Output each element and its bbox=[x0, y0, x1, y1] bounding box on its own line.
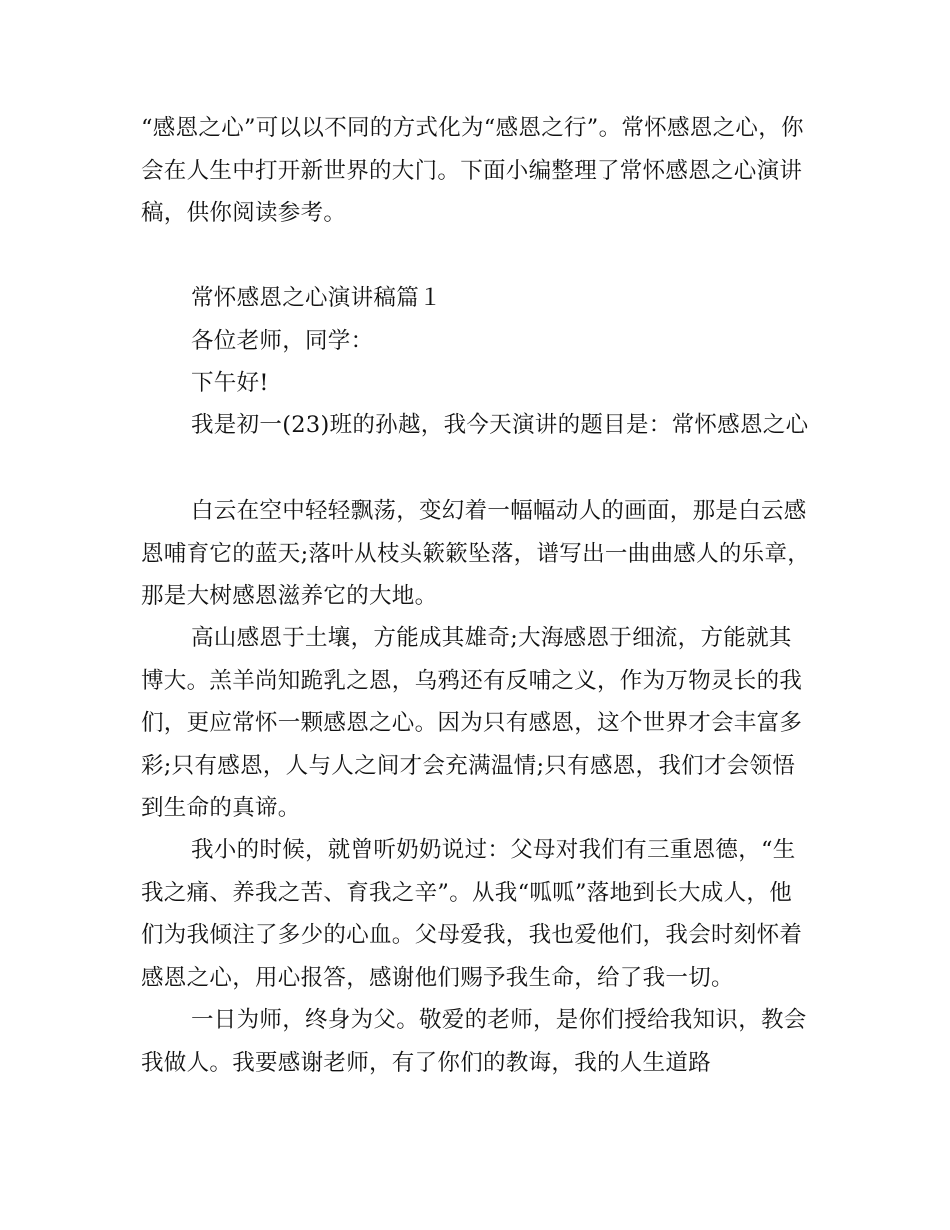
body-paragraph: 高山感恩于土壤，方能成其雄奇;大海感恩于细流，方能就其博大。羔羊尚知跪乳之恩，乌鸦还有反哺之义，作为万物灵长的我们，更应常怀一颗感恩之心。因为只有感恩，这个世界才会丰富多彩;只有感恩，人与人之间才会充满温情;只有感恩，我们才会领悟到生命的真谛。 bbox=[141, 625, 803, 821]
salutation: 各位老师，同学： bbox=[191, 328, 374, 354]
body-paragraph: 一日为师，终身为父。敬爱的老师，是你们授给我知识，教会我做人。我要感谢老师，有了你们的教诲，我的人生道路 bbox=[141, 1007, 807, 1076]
body-paragraph: 我是初一(23)班的孙越，我今天演讲的题目是：常怀感恩之心 bbox=[191, 412, 809, 438]
body-paragraph: 我小的时候，就曾听奶奶说过：父母对我们有三重恩德，“生我之痛、养我之苦、育我之辛”。从我“呱呱”落地到长大成人，他们为我倾注了多少的心血。父母爱我，我也爱他们，我会时刻怀着感恩之心，用心报答，感谢他们赐予我生命，给了我一切。 bbox=[141, 837, 803, 991]
section-title: 常怀感恩之心演讲稿篇１ bbox=[191, 285, 442, 311]
greeting: 下午好! bbox=[191, 370, 269, 396]
body-paragraph: 白云在空中轻轻飘荡，变幻着一幅幅动人的画面，那是白云感恩哺育它的蓝天;落叶从枝头簌簌坠落，谱写出一曲曲感人的乐章，那是大树感恩滋养它的大地。 bbox=[141, 498, 811, 609]
intro-paragraph: “感恩之心”可以以不同的方式化为“感恩之行”。常怀感恩之心，你会在人生中打开新世界的大门。下面小编整理了常怀感恩之心演讲稿，供你阅读参考。 bbox=[141, 115, 804, 226]
